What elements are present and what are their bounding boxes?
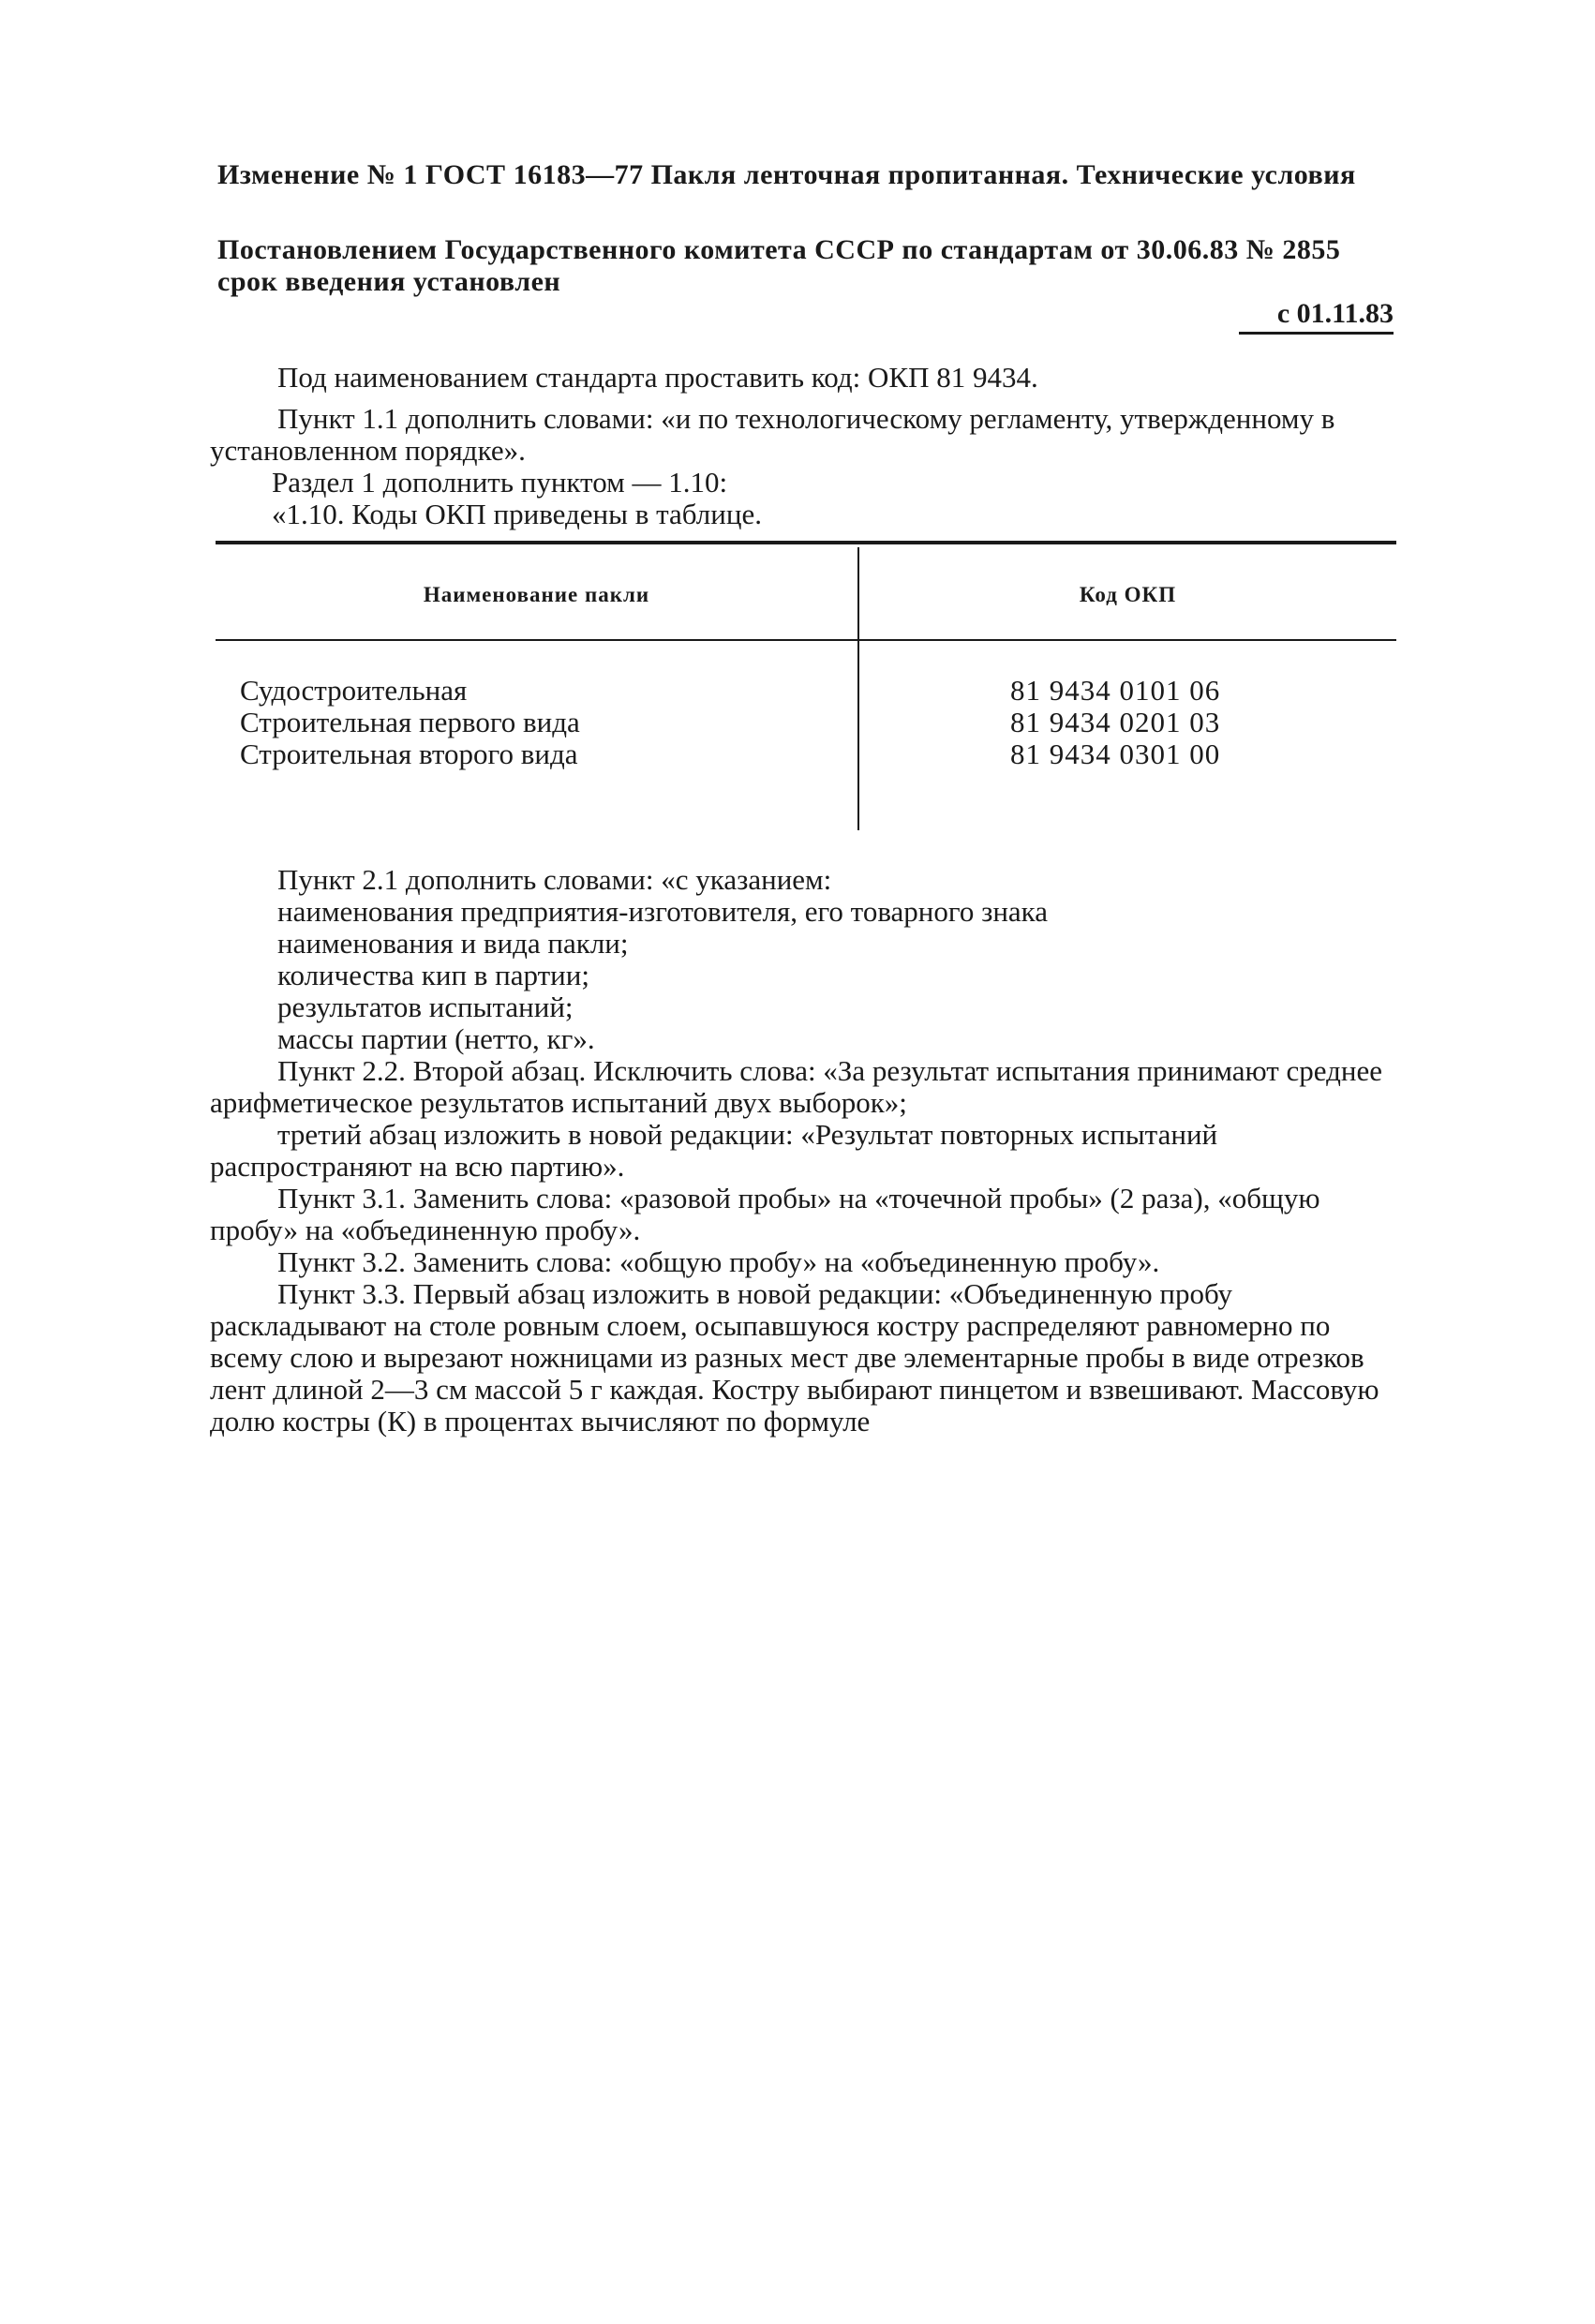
- list-item: наименования и вида пакли;: [277, 927, 629, 960]
- section-1-paragraph: Раздел 1 дополнить пунктом — 1.10:: [272, 466, 728, 499]
- table-header-code: Код ОКП: [1079, 583, 1177, 606]
- list-item: количества кип в партии;: [277, 959, 589, 991]
- table-row-name: Строительная второго вида: [240, 737, 578, 770]
- marking-list: [210, 896, 1395, 1055]
- table-header-rule: [216, 639, 1396, 641]
- list-item: массы партии (нетто, кг».: [277, 1022, 595, 1055]
- clause-2-1-intro: Пункт 2.1 дополнить словами: «с указанием:: [277, 863, 832, 896]
- table-code-column: [1010, 675, 1319, 770]
- table-row-name: Строительная первого вида: [240, 706, 580, 738]
- effective-date: с 01.11.83: [1276, 298, 1394, 329]
- clause-2-2-paragraph: Пункт 2.2. Второй абзац. Исключить слова: «За результат испытания принимают среднее арифметическое результатов испытаний двух выборок»;: [210, 1054, 1383, 1119]
- clause-3-3-paragraph: Пункт 3.3. Первый абзац изложить в новой редакции: «Объединенную пробу раскладывают на столе ровным слоем, осыпавшуюся костру распределяют равномерно по всему слою и вырезают ножницами из разных мест две элементарные пробы в виде отрезков лент длиной 2—3 см массой 5 г каждая. Костру выбирают пинцетом и взвешивают. Массовую долю костры (К) в процентах вычисляют по формуле: [210, 1277, 1379, 1438]
- table-row-name: Судостроительная: [240, 674, 468, 707]
- amendment-title: Изменение № 1 ГОСТ 16183—77 Пакля ленточная пропитанная. Технические условия: [217, 159, 1356, 190]
- table-column-divider: [857, 547, 859, 830]
- clause-1-1-paragraph: Пункт 1.1 дополнить словами: «и по технологическому регламенту, утвержденному в установленном порядке».: [210, 402, 1335, 467]
- clause-3-2-paragraph: Пункт 3.2. Заменить слова: «общую пробу» на «объединенную пробу».: [277, 1245, 1160, 1278]
- clause-3-1-paragraph: Пункт 3.1. Заменить слова: «разовой пробы» на «точечной пробы» (2 раза), «общую пробу» на «объединенную пробу».: [210, 1182, 1320, 1246]
- table-top-rule: [216, 541, 1396, 544]
- table-row-code: 81 9434 0101 06: [1010, 674, 1221, 707]
- okp-code-paragraph: Под наименованием стандарта проставить код: ОКП 81 9434.: [277, 361, 1038, 394]
- clause-2-2-third-paragraph: третий абзац изложить в новой редакции: «Результат повторных испытаний распространяют на всю партию».: [210, 1118, 1218, 1183]
- clause-1-10-paragraph: «1.10. Коды ОКП приведены в таблице.: [272, 498, 762, 530]
- table-name-column: [240, 675, 840, 770]
- table-row-code: 81 9434 0301 00: [1010, 737, 1221, 770]
- table-row-code: 81 9434 0201 03: [1010, 706, 1221, 738]
- list-item: наименования предприятия-изготовителя, его товарного знака: [277, 895, 1049, 928]
- decree-text: Постановлением Государственного комитета СССР по стандартам от 30.06.83 № 2855 срок введения установлен: [217, 234, 1341, 297]
- list-item: результатов испытаний;: [277, 991, 574, 1023]
- date-underline: [1239, 332, 1394, 335]
- table-header-name: Наименование пакли: [423, 583, 650, 606]
